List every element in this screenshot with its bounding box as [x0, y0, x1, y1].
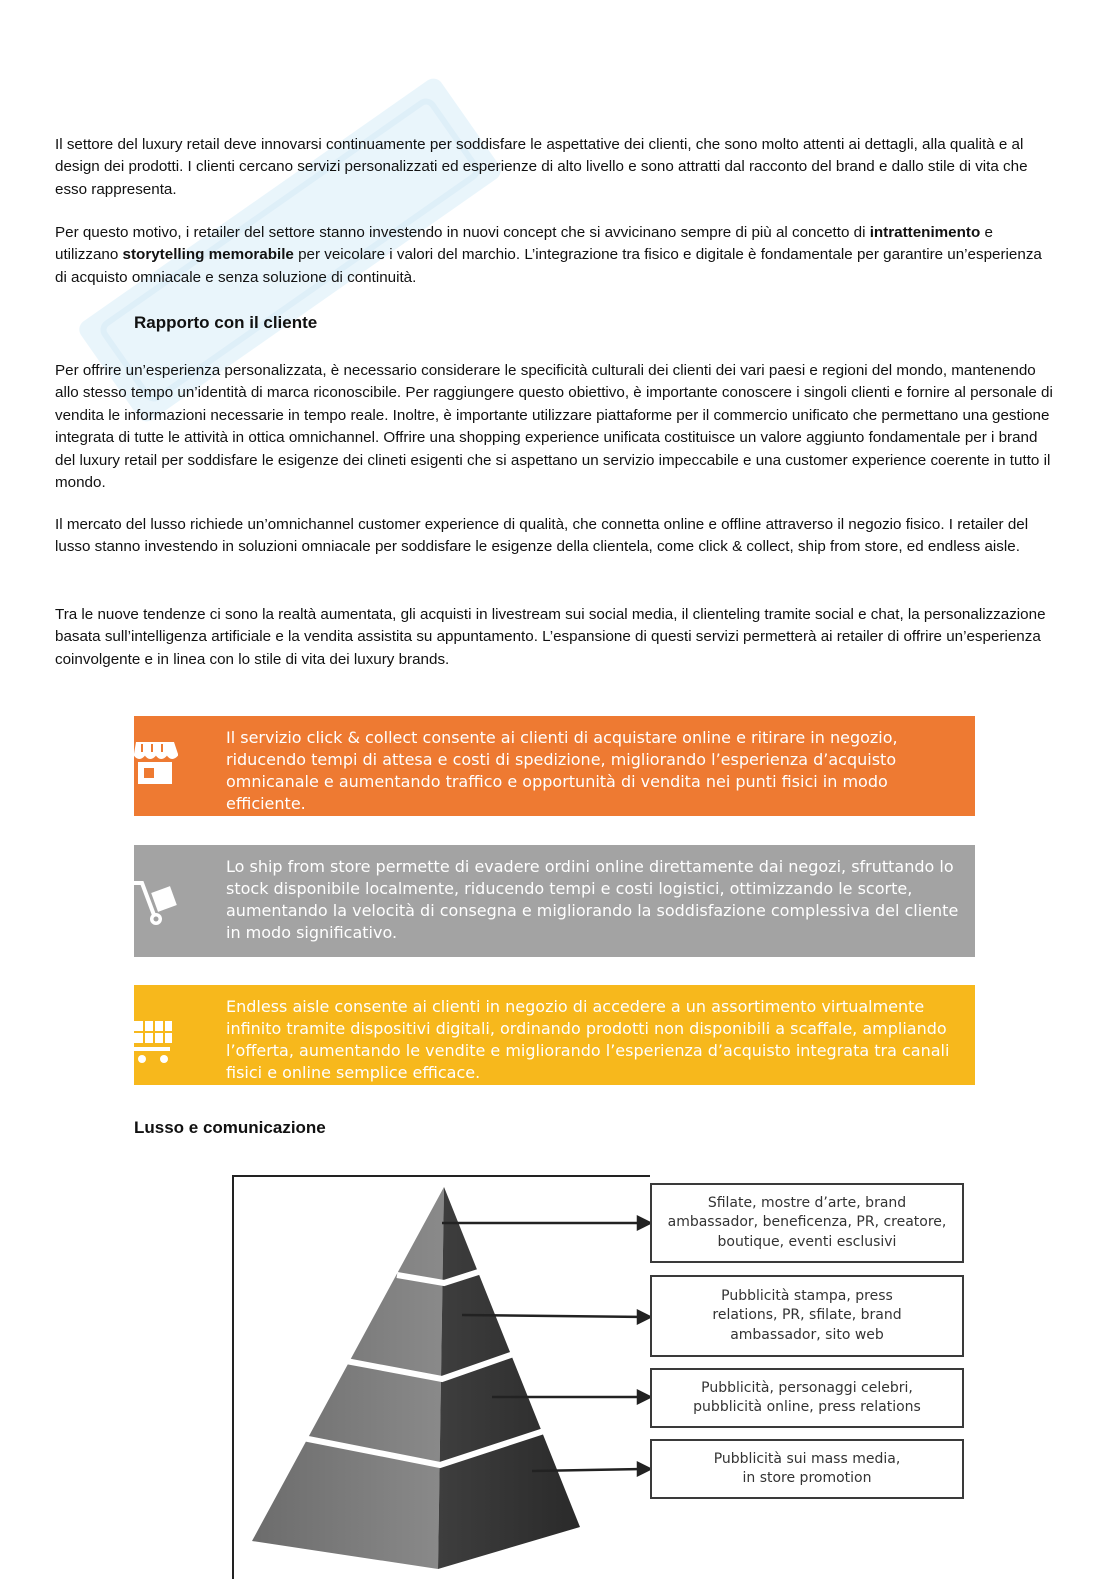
section-heading-rapporto: Rapporto con il cliente	[134, 313, 318, 332]
hand-truck-icon	[134, 875, 178, 927]
highlight-intrattenimento: intrattenimento	[869, 224, 981, 241]
pyramid-left-face	[252, 1187, 444, 1569]
pyramid-box-level-2: Pubblicità stampa, press relations, PR, sfilate, brand ambassador, sito web	[650, 1275, 964, 1357]
ship-from-store-text: Lo ship from store permette di evadere ordini online direttamente dai negozi, sfruttando lo stock disponibile localmente, riducendo tempi e costi logistici, ottimizzando le scorte, aumentando la velocità di consegna e migliorando la soddisfazione complessiva del cliente in modo significativo.	[226, 857, 959, 942]
ship-from-store-band	[134, 845, 975, 957]
storefront-icon	[134, 736, 178, 788]
section1-paragraph-1: Per offrire un’esperienza personalizzata, è necessario considerare le specificità culturali dei clienti dei vari paesi e regioni del mondo, mantenendo allo stesso tempo un’identità di marca riconoscibile. Per raggiungere questo obiettivo, è importante conoscere i singoli clienti e fornire al personale di vendita le informazioni necessarie in tempo reale. Inoltre, è importante utilizzare piattaforme per il commercio unificato che permettano una gestione integrata di tutte le attività in ottica omnichannel. Offrire una shopping experience unificata costituisce un valore aggiunto fondamentale per i brand del luxury retail per soddisfare le esigenze dei clineti esigenti che si aspettano un servizio impeccabile e una customer experience coerente in tutto il mondo.	[55, 362, 1053, 492]
section-heading-lusso: Lusso e comunicazione	[134, 1118, 326, 1137]
communication-pyramid-figure	[232, 1175, 972, 1579]
highlight-storytelling: storytelling memorabile	[122, 246, 294, 264]
pyramid-box-level-1: Sfilate, mostre d’arte, brand ambassador, beneficenza, PR, creatore, boutique, eventi esclusivi	[650, 1183, 964, 1263]
endless-aisle-text: Endless aisle consente ai clienti in negozio di accedere a un assortimento virtualmente infinito tramite dispositivi digitali, ordinando prodotti non disponibili a scaffale, ampliando l’offerta, aumentando le vendite e migliorando l’esperienza d’acquisto integrata tra canali fisici e online semplice efficace.	[226, 997, 950, 1082]
intro-paragraph-1: Il settore del luxury retail deve innovarsi continuamente per soddisfare le aspettative dei clienti, che sono molto attenti ai dettagli, alla qualità e al design dei prodotti. I clienti cercano servizi personalizzati ed esperienze di alto livello e sono attratti dal racconto del brand e dallo stile di vita che esso rappresenta.	[55, 136, 1028, 198]
click-collect-band	[134, 716, 975, 816]
intro-paragraph-2: Per questo motivo, i retailer del settore stanno investendo in nuovi concept che si avvicinano sempre di più al concetto di intrattenimento e utilizzano storytelling memorabile per veicolare i valori del marchio. L’integrazione tra fisico e digitale è fondamentale per garantire un’esperienza di acquisto omniacale e senza soluzione di continuità.	[55, 224, 1042, 286]
endless-aisle-band	[134, 985, 975, 1085]
section1-paragraph-3: Tra le nuove tendenze ci sono la realtà aumentata, gli acquisti in livestream sui social media, il clienteling tramite social e chat, la personalizzazione basata sull’intelligenza artificiale e la vendita assistita su appuntamento. L’espansione di questi servizi permetterà ai retailer di offrire un’esperienza coinvolgente e in linea con lo stile di vita dei luxury brands.	[55, 606, 1046, 668]
pyramid-box-level-4: Pubblicità sui mass media, in store promotion	[650, 1439, 964, 1499]
click-collect-text: Il servizio click & collect consente ai clienti di acquistare online e ritirare in negozio, riducendo tempi di attesa e costi di spedizione, migliorando l’esperienza d’acquisto omnicanale e aumentando traffico e opportunità di vendita nei punti fisici in modo efficiente.	[226, 728, 898, 813]
shopping-cart-icon	[134, 1015, 178, 1067]
pyramid-box-level-3: Pubblicità, personaggi celebri, pubblicità online, press relations	[650, 1368, 964, 1428]
pyramid-right-face	[438, 1187, 580, 1569]
section1-paragraph-2: Il mercato del lusso richiede un’omnichannel customer experience di qualità, che connetta online e offline attraverso il negozio fisico. I retailer del lusso stanno investendo in soluzioni omniacale per soddisfare le esigenze della clientela, come click & collect, ship from store, ed endless aisle.	[55, 516, 1029, 556]
